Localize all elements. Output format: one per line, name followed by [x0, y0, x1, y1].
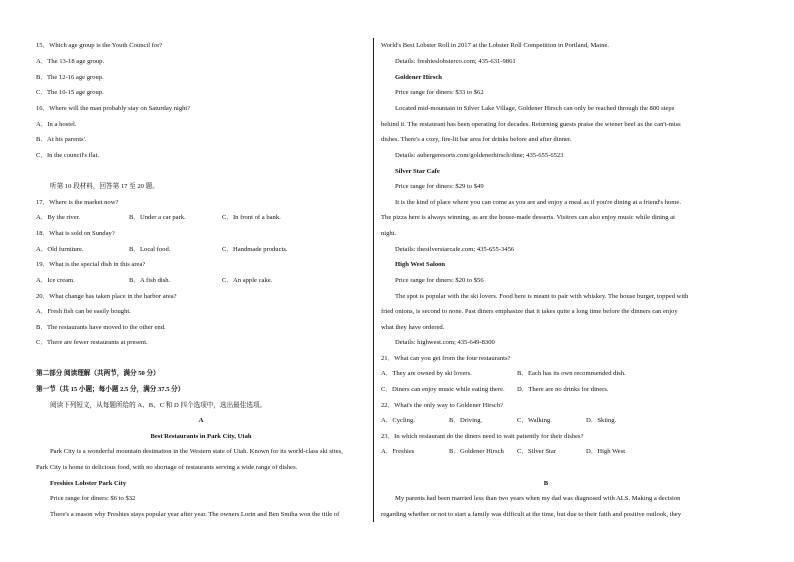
passage-a-para1-line2: Park City is home to delicious food, with no shortage of restaurants serving a wide range of dishes. — [36, 464, 298, 471]
listening-instruction: 听第 10 段材料，回答第 17 至 20 题。 — [50, 183, 159, 190]
option-22a: A．Cycling. — [381, 417, 415, 424]
section-one-heading: 第一节（共 15 小题；每小题 2.5 分，满分 37.5 分） — [36, 386, 185, 393]
restaurant-3-price: Price range for diners: $29 to $49 — [395, 183, 484, 190]
option-17c: C．In front of a bank. — [222, 214, 281, 221]
right-column — [381, 0, 711, 562]
restaurant-1-price: Price range for diners: $6 to $32 — [50, 495, 136, 502]
option-18b: B．Local food. — [129, 246, 171, 253]
option-19b: B．A fish dish. — [129, 277, 171, 284]
option-22b: B．Driving. — [449, 417, 483, 424]
restaurant-4-details: Details: highwest.com; 435-649-8300 — [395, 339, 495, 346]
restaurant-2-desc-line2: behind it. The restaurant has been operating for decades. Returning guests praise the wiener beef as the can't-miss — [381, 121, 681, 128]
option-23a: A．Freshies — [381, 448, 415, 455]
option-17b: B．Under a car park. — [129, 214, 186, 221]
restaurant-3-desc-line3: night. — [381, 230, 397, 237]
question-18: 18．What is sold on Sunday? — [36, 230, 115, 237]
option-22c: C．Walking. — [517, 417, 552, 424]
option-22d: D．Skiing. — [586, 417, 617, 424]
column-divider — [373, 38, 374, 522]
passage-b-line2: regarding whether or not to start a family was difficult at the time, but due to their faith and positive outlook, they — [381, 511, 682, 518]
option-23c: C．Silver Star — [517, 448, 557, 455]
restaurant-3-desc-line2: The pizza here is always winning, as are the house-made desserts. Visitors can also enjoy music while dining at — [381, 214, 675, 221]
restaurant-2-desc-line3: dishes. There's a cozy, fire-lit bar area for drinks before and after dinner. — [381, 136, 572, 143]
question-20: 20．What change has taken place in the harbor area? — [36, 293, 177, 300]
question-19: 19．What is the special dish in this area? — [36, 261, 146, 268]
restaurant-4-desc-line3: what they have ordered. — [381, 324, 445, 331]
question-23: 23．In which restaurant do the diners need to wait patiently for their dishes? — [381, 433, 584, 440]
option-15c: C．The 10-15 age group. — [36, 89, 104, 96]
passage-a-title: Best Restaurants in Park City, Utah — [150, 433, 252, 440]
option-18c: C．Handmade products. — [222, 246, 288, 253]
restaurant-1-details: Details: freshieslobsterco.com; 435-631-9861 — [395, 58, 516, 65]
passage-a-label: A — [198, 417, 204, 424]
option-21d: D．There are no drinks for diners. — [517, 386, 609, 393]
restaurant-3-details: Details: thesilverstarcafe.com; 435-655-3456 — [395, 246, 515, 253]
option-15b: B．The 12-16 age group. — [36, 74, 104, 81]
option-17a: A．By the river. — [36, 214, 81, 221]
restaurant-2-details: Details: aubergeresorts.com/goldenerhirsch/dine; 435-655-6523 — [395, 152, 564, 159]
option-16b: B．At his parents'. — [36, 136, 87, 143]
restaurant-2-desc-line1: Located mid-mountain in Silver Lake Village, Goldener Hirsch can only be reached through the 800 steps — [395, 105, 675, 112]
question-17: 17．Where is the market now? — [36, 199, 119, 206]
passage-b-label: B — [543, 480, 549, 487]
option-20c: C．There are fewer restaurants at present. — [36, 339, 148, 346]
restaurant-4-desc-line1: The spot is popular with the ski lovers. Food here is meant to pair with whiskey. The house burger, topped with — [395, 293, 689, 300]
option-23d: D．High West — [586, 448, 626, 455]
option-21b: B．Each has its own recommended dish. — [517, 370, 626, 377]
option-21a: A．They are owned by ski lovers. — [381, 370, 472, 377]
section-one-instruction: 阅读下列短文，从每题所给的 A、B、C 和 D 四个选项中，选出最佳选项。 — [50, 402, 267, 409]
option-16a: A．In a hostel. — [36, 121, 77, 128]
question-16: 16．Where will the man probably stay on Saturday night? — [36, 105, 191, 112]
restaurant-2-price: Price range for diners: $33 to $62 — [395, 89, 484, 96]
option-21c: C．Diners can enjoy music while eating there. — [381, 386, 505, 393]
option-15a: A．The 13-18 age group. — [36, 58, 105, 65]
restaurant-1-desc-line2: World's Best Lobster Roll in 2017 at the Lobster Roll Competition in Portland, Maine. — [381, 42, 609, 49]
passage-a-para1-line1: Park City is a wonderful mountain destination in the Western state of Utah. Known for its world-class ski sites, — [50, 448, 343, 455]
restaurant-3-name: Silver Star Cafe — [395, 168, 440, 175]
passage-b-line1: My parents had been married less than two years when my dad was diagnosed with ALS. Making a decision — [395, 495, 681, 502]
question-22: 22．What's the only way to Goldener Hirsch? — [381, 402, 504, 409]
option-19a: A．Ice cream. — [36, 277, 75, 284]
option-20a: A．Fresh fish can be easily bought. — [36, 308, 131, 315]
option-20b: B．The restaurants have moved to the other end. — [36, 324, 166, 331]
part-two-heading: 第二部分 阅读理解（共两节，满分 50 分） — [36, 370, 160, 377]
restaurant-4-desc-line2: fried onions, is second to none. Past diners emphasize that it takes quite a long time before the dinners can enjoy — [381, 308, 678, 315]
option-16c: C．In the council's flat. — [36, 152, 100, 159]
question-15: 15．Which age group is the Youth Council for? — [36, 42, 163, 49]
restaurant-1-name: Freshies Lobster Park City — [50, 480, 127, 487]
question-21: 21．What can you get from the four restaurants? — [381, 355, 511, 362]
option-23b: B．Goldener Hirsch — [449, 448, 504, 455]
restaurant-1-desc-line1: There's a reason why Freshies stays popular year after year. The owners Lorin and Ben Smiha won the title of — [50, 511, 340, 518]
option-18a: A．Old furniture. — [36, 246, 84, 253]
restaurant-4-price: Price range for diners: $20 to $56 — [395, 277, 484, 284]
restaurant-2-name: Goldener Hirsch — [395, 74, 442, 81]
restaurant-4-name: High West Saloon — [395, 261, 446, 268]
left-column — [36, 0, 366, 562]
restaurant-3-desc-line1: It is the kind of place where you can come as you are and enjoy a meal as if you're dining at a friend's home. — [395, 199, 681, 206]
option-19c: C．An apple cake. — [222, 277, 273, 284]
